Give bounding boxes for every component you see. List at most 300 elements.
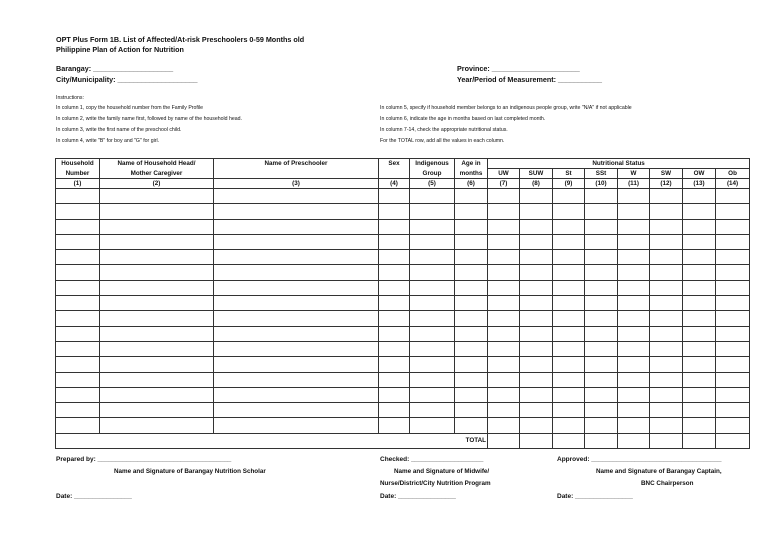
table-cell[interactable] — [520, 280, 553, 295]
table-cell[interactable] — [716, 265, 750, 280]
table-cell[interactable] — [650, 418, 683, 433]
table-cell[interactable] — [410, 372, 455, 387]
table-cell[interactable] — [716, 341, 750, 356]
table-cell[interactable] — [100, 403, 214, 418]
nutritional-status-header: Nutritional Status — [488, 159, 750, 169]
table-cell[interactable] — [379, 250, 410, 265]
table-cell[interactable] — [100, 265, 214, 280]
table-row — [56, 357, 750, 372]
table-cell[interactable] — [650, 204, 683, 219]
preschoolers-table — [55, 158, 750, 449]
table-cell[interactable] — [488, 189, 520, 204]
column-number: (4) — [379, 179, 410, 189]
table-cell[interactable] — [520, 311, 553, 326]
table-cell[interactable] — [683, 234, 716, 249]
table-cell[interactable] — [488, 311, 520, 326]
table-cell[interactable] — [410, 250, 455, 265]
table-cell[interactable] — [488, 296, 520, 311]
table-row — [56, 234, 750, 249]
instruction-line: For the TOTAL row, add all the values in each column. — [380, 138, 505, 144]
table-cell[interactable] — [650, 357, 683, 372]
column-number: (9) — [553, 179, 585, 189]
table-cell[interactable] — [455, 311, 488, 326]
table-cell[interactable] — [488, 326, 520, 341]
table-row — [56, 418, 750, 433]
table-cell[interactable] — [650, 189, 683, 204]
table-cell[interactable] — [379, 341, 410, 356]
status-code-header: SUW — [520, 169, 553, 179]
status-code-header: OW — [683, 169, 716, 179]
table-cell[interactable] — [585, 296, 618, 311]
col-preschooler-header: Name of Preschooler — [214, 159, 379, 179]
table-cell[interactable] — [553, 372, 585, 387]
checked-by-line[interactable]: Checked: ____________________ — [380, 456, 484, 463]
table-cell[interactable] — [56, 403, 100, 418]
table-cell[interactable] — [585, 219, 618, 234]
table-cell[interactable] — [520, 418, 553, 433]
table-cell[interactable] — [683, 341, 716, 356]
table-cell[interactable] — [379, 189, 410, 204]
table-cell[interactable] — [100, 341, 214, 356]
table-cell[interactable] — [618, 372, 650, 387]
table-cell[interactable] — [553, 265, 585, 280]
approved-by-line[interactable]: Approved: ____________________________________ — [557, 456, 722, 463]
column-number: (1) — [56, 179, 100, 189]
column-number: (13) — [683, 179, 716, 189]
table-cell[interactable] — [585, 326, 618, 341]
instruction-line: In column 7-14, check the appropriate nutritional status. — [380, 127, 508, 133]
column-number: (5) — [410, 179, 455, 189]
column-number: (12) — [650, 179, 683, 189]
table-cell[interactable] — [650, 280, 683, 295]
table-cell[interactable] — [520, 326, 553, 341]
table-cell[interactable] — [520, 387, 553, 402]
table-cell[interactable] — [410, 387, 455, 402]
table-cell[interactable] — [585, 341, 618, 356]
table-cell[interactable] — [488, 357, 520, 372]
total-cell[interactable] — [716, 433, 750, 448]
table-cell[interactable] — [520, 219, 553, 234]
table-cell[interactable] — [618, 341, 650, 356]
table-cell[interactable] — [455, 418, 488, 433]
table-cell[interactable] — [585, 372, 618, 387]
table-cell[interactable] — [379, 280, 410, 295]
instruction-line: In column 4, write "B" for boy and "G" for girl. — [56, 138, 160, 144]
table-cell[interactable] — [379, 265, 410, 280]
table-cell[interactable] — [455, 265, 488, 280]
table-cell[interactable] — [716, 326, 750, 341]
total-label: TOTAL — [455, 433, 488, 448]
table-cell[interactable] — [56, 250, 100, 265]
table-cell[interactable] — [100, 280, 214, 295]
table-row — [56, 341, 750, 356]
table-cell[interactable] — [214, 372, 379, 387]
table-cell[interactable] — [56, 326, 100, 341]
table-cell[interactable] — [683, 265, 716, 280]
total-row-spacer — [410, 433, 455, 448]
table-cell[interactable] — [520, 265, 553, 280]
table-cell[interactable] — [585, 387, 618, 402]
table-cell[interactable] — [214, 311, 379, 326]
table-cell[interactable] — [410, 326, 455, 341]
table-cell[interactable] — [683, 372, 716, 387]
table-cell[interactable] — [553, 204, 585, 219]
total-row-spacer — [214, 433, 379, 448]
table-cell[interactable] — [379, 357, 410, 372]
table-cell[interactable] — [553, 219, 585, 234]
table-cell[interactable] — [716, 250, 750, 265]
table-cell[interactable] — [488, 418, 520, 433]
table-cell[interactable] — [56, 189, 100, 204]
table-cell[interactable] — [618, 265, 650, 280]
status-code-header: UW — [488, 169, 520, 179]
table-row — [56, 403, 750, 418]
table-cell[interactable] — [214, 387, 379, 402]
table-cell[interactable] — [683, 250, 716, 265]
table-cell[interactable] — [410, 234, 455, 249]
period-field[interactable]: Year/Period of Measurement: ___________ — [457, 75, 603, 84]
prepared-date-line[interactable]: Date: ________________ — [56, 493, 132, 500]
table-cell[interactable] — [488, 234, 520, 249]
table-cell[interactable] — [410, 357, 455, 372]
status-code-header: SSt — [585, 169, 618, 179]
table-cell[interactable] — [650, 387, 683, 402]
table-cell[interactable] — [650, 265, 683, 280]
table-cell[interactable] — [214, 234, 379, 249]
table-cell[interactable] — [100, 296, 214, 311]
status-code-header: W — [618, 169, 650, 179]
table-cell[interactable] — [214, 189, 379, 204]
column-number: (10) — [585, 179, 618, 189]
city-field[interactable]: City/Municipality: ____________________ — [56, 75, 198, 84]
table-cell[interactable] — [455, 250, 488, 265]
table-cell[interactable] — [100, 372, 214, 387]
column-number: (7) — [488, 179, 520, 189]
table-cell[interactable] — [100, 357, 214, 372]
barangay-field[interactable]: Barangay: ____________________ — [56, 64, 174, 73]
approved-date-line[interactable]: Date: ________________ — [557, 493, 633, 500]
col-head-header: Name of Household Head/ — [100, 159, 214, 169]
table-cell[interactable] — [683, 403, 716, 418]
table-row — [56, 219, 750, 234]
table-cell[interactable] — [488, 204, 520, 219]
table-row — [56, 296, 750, 311]
table-cell[interactable] — [618, 250, 650, 265]
table-cell[interactable] — [618, 204, 650, 219]
table-cell[interactable] — [410, 311, 455, 326]
table-cell[interactable] — [455, 326, 488, 341]
table-cell[interactable] — [618, 234, 650, 249]
form-title: OPT Plus Form 1B. List of Affected/At-risk Preschoolers 0-59 Months old — [56, 35, 305, 44]
table-cell[interactable] — [683, 357, 716, 372]
table-cell[interactable] — [553, 418, 585, 433]
table-cell[interactable] — [410, 280, 455, 295]
table-cell[interactable] — [585, 250, 618, 265]
table-cell[interactable] — [56, 387, 100, 402]
table-cell[interactable] — [410, 403, 455, 418]
table-cell[interactable] — [553, 234, 585, 249]
table-cell[interactable] — [650, 341, 683, 356]
prepared-by-role: Name and Signature of Barangay Nutrition Scholar — [114, 468, 266, 475]
table-cell[interactable] — [716, 387, 750, 402]
table-cell[interactable] — [56, 204, 100, 219]
table-cell[interactable] — [553, 296, 585, 311]
table-cell[interactable] — [56, 296, 100, 311]
table-cell[interactable] — [214, 357, 379, 372]
total-cell[interactable] — [618, 433, 650, 448]
table-cell[interactable] — [379, 387, 410, 402]
total-row-spacer — [100, 433, 214, 448]
table-cell[interactable] — [410, 189, 455, 204]
table-cell[interactable] — [100, 189, 214, 204]
table-cell[interactable] — [553, 311, 585, 326]
table-cell[interactable] — [455, 219, 488, 234]
column-number: (6) — [455, 179, 488, 189]
table-cell[interactable] — [683, 418, 716, 433]
table-cell[interactable] — [56, 265, 100, 280]
table-cell[interactable] — [100, 387, 214, 402]
table-row — [56, 265, 750, 280]
table-cell[interactable] — [520, 250, 553, 265]
table-cell[interactable] — [683, 387, 716, 402]
table-cell[interactable] — [553, 326, 585, 341]
table-cell[interactable] — [455, 189, 488, 204]
table-cell[interactable] — [585, 357, 618, 372]
total-cell[interactable] — [520, 433, 553, 448]
checked-by-role: Name and Signature of Midwife/ — [394, 468, 490, 475]
table-cell[interactable] — [650, 326, 683, 341]
table-cell[interactable] — [650, 311, 683, 326]
table-cell[interactable] — [455, 403, 488, 418]
table-row — [56, 204, 750, 219]
table-cell[interactable] — [716, 189, 750, 204]
table-cell[interactable] — [618, 357, 650, 372]
table-cell[interactable] — [455, 234, 488, 249]
table-cell[interactable] — [716, 219, 750, 234]
status-code-header: St — [553, 169, 585, 179]
table-cell[interactable] — [618, 311, 650, 326]
table-cell[interactable] — [100, 250, 214, 265]
prepared-by-line[interactable]: Prepared by: _____________________________________ — [56, 456, 232, 463]
table-cell[interactable] — [214, 280, 379, 295]
table-cell[interactable] — [520, 372, 553, 387]
table-cell[interactable] — [650, 250, 683, 265]
col-age-header-2: months — [455, 169, 488, 179]
table-cell[interactable] — [683, 311, 716, 326]
table-cell[interactable] — [585, 265, 618, 280]
table-cell[interactable] — [618, 387, 650, 402]
table-cell[interactable] — [455, 204, 488, 219]
table-cell[interactable] — [56, 341, 100, 356]
table-cell[interactable] — [585, 311, 618, 326]
table-cell[interactable] — [618, 189, 650, 204]
table-cell[interactable] — [683, 326, 716, 341]
total-cell[interactable] — [585, 433, 618, 448]
table-cell[interactable] — [553, 387, 585, 402]
total-row-spacer — [56, 433, 100, 448]
table-cell[interactable] — [379, 204, 410, 219]
table-cell[interactable] — [379, 372, 410, 387]
table-cell[interactable] — [553, 341, 585, 356]
col-head-header-2: Mother Caregiver — [100, 169, 214, 179]
table-cell[interactable] — [410, 265, 455, 280]
table-cell[interactable] — [488, 250, 520, 265]
table-cell[interactable] — [553, 403, 585, 418]
table-cell[interactable] — [553, 280, 585, 295]
table-cell[interactable] — [56, 357, 100, 372]
table-cell[interactable] — [100, 204, 214, 219]
checked-by-role-2: Nurse/District/City Nutrition Program — [380, 480, 491, 487]
table-cell[interactable] — [100, 219, 214, 234]
table-cell[interactable] — [455, 280, 488, 295]
total-cell[interactable] — [488, 433, 520, 448]
table-cell[interactable] — [488, 341, 520, 356]
table-cell[interactable] — [716, 234, 750, 249]
col-household-header: Household — [56, 159, 100, 169]
table-cell[interactable] — [410, 219, 455, 234]
table-row — [56, 250, 750, 265]
table-cell[interactable] — [410, 418, 455, 433]
table-cell[interactable] — [618, 418, 650, 433]
total-cell[interactable] — [683, 433, 716, 448]
table-cell[interactable] — [214, 296, 379, 311]
table-cell[interactable] — [488, 219, 520, 234]
table-cell[interactable] — [455, 357, 488, 372]
table-cell[interactable] — [455, 372, 488, 387]
table-cell[interactable] — [56, 280, 100, 295]
table-cell[interactable] — [100, 234, 214, 249]
table-cell[interactable] — [379, 403, 410, 418]
table-cell[interactable] — [585, 280, 618, 295]
table-cell[interactable] — [716, 372, 750, 387]
table-cell[interactable] — [650, 219, 683, 234]
table-cell[interactable] — [410, 296, 455, 311]
table-cell[interactable] — [650, 372, 683, 387]
table-cell[interactable] — [716, 204, 750, 219]
table-cell[interactable] — [520, 234, 553, 249]
table-cell[interactable] — [379, 234, 410, 249]
table-cell[interactable] — [100, 311, 214, 326]
table-cell[interactable] — [716, 357, 750, 372]
table-cell[interactable] — [618, 326, 650, 341]
table-cell[interactable] — [585, 204, 618, 219]
column-number: (2) — [100, 179, 214, 189]
table-cell[interactable] — [100, 418, 214, 433]
table-cell[interactable] — [716, 296, 750, 311]
table-cell[interactable] — [520, 341, 553, 356]
table-row — [56, 387, 750, 402]
table-cell[interactable] — [410, 341, 455, 356]
table-cell[interactable] — [214, 219, 379, 234]
table-cell[interactable] — [214, 250, 379, 265]
table-cell[interactable] — [683, 280, 716, 295]
table-cell[interactable] — [410, 204, 455, 219]
table-cell[interactable] — [520, 403, 553, 418]
table-row — [56, 311, 750, 326]
table-cell[interactable] — [379, 219, 410, 234]
table-cell[interactable] — [214, 326, 379, 341]
table-cell[interactable] — [618, 403, 650, 418]
table-cell[interactable] — [214, 265, 379, 280]
col-household-header-2: Number — [56, 169, 100, 179]
table-cell[interactable] — [455, 341, 488, 356]
table-cell[interactable] — [520, 189, 553, 204]
col-sex-header: Sex — [379, 159, 410, 179]
table-cell[interactable] — [618, 296, 650, 311]
table-cell[interactable] — [56, 219, 100, 234]
table-cell[interactable] — [56, 418, 100, 433]
instruction-line: In column 2, write the family name first, followed by name of the household head. — [56, 116, 242, 122]
table-cell[interactable] — [488, 403, 520, 418]
table-cell[interactable] — [618, 219, 650, 234]
province-field[interactable]: Province: ______________________ — [457, 64, 580, 73]
table-cell[interactable] — [488, 280, 520, 295]
table-cell[interactable] — [379, 326, 410, 341]
table-cell[interactable] — [56, 372, 100, 387]
table-cell[interactable] — [618, 280, 650, 295]
table-cell[interactable] — [488, 372, 520, 387]
table-cell[interactable] — [455, 296, 488, 311]
table-cell[interactable] — [585, 234, 618, 249]
column-number: (3) — [214, 179, 379, 189]
table-cell[interactable] — [214, 204, 379, 219]
table-cell[interactable] — [716, 403, 750, 418]
total-row-spacer — [379, 433, 410, 448]
table-cell[interactable] — [488, 387, 520, 402]
table-cell[interactable] — [520, 357, 553, 372]
table-cell[interactable] — [683, 189, 716, 204]
table-cell[interactable] — [716, 311, 750, 326]
table-cell[interactable] — [520, 204, 553, 219]
column-number: (14) — [716, 179, 750, 189]
table-cell[interactable] — [214, 403, 379, 418]
col-age-header: Age in — [455, 159, 488, 169]
checked-date-line[interactable]: Date: ________________ — [380, 493, 456, 500]
table-row — [56, 326, 750, 341]
table-cell[interactable] — [650, 296, 683, 311]
column-number: (8) — [520, 179, 553, 189]
table-cell[interactable] — [716, 280, 750, 295]
table-cell[interactable] — [455, 387, 488, 402]
table-cell[interactable] — [650, 403, 683, 418]
table-cell[interactable] — [379, 311, 410, 326]
table-cell[interactable] — [585, 403, 618, 418]
table-cell[interactable] — [683, 219, 716, 234]
table-cell[interactable] — [214, 341, 379, 356]
total-cell[interactable] — [650, 433, 683, 448]
instruction-line: In column 1, copy the household number from the Family Profile — [56, 105, 204, 111]
table-cell[interactable] — [56, 234, 100, 249]
table-cell[interactable] — [553, 357, 585, 372]
table-cell[interactable] — [488, 265, 520, 280]
table-cell[interactable] — [214, 418, 379, 433]
table-cell[interactable] — [683, 204, 716, 219]
table-cell[interactable] — [650, 234, 683, 249]
table-cell[interactable] — [520, 296, 553, 311]
total-cell[interactable] — [553, 433, 585, 448]
table-cell[interactable] — [56, 311, 100, 326]
table-cell[interactable] — [585, 418, 618, 433]
table-cell[interactable] — [585, 189, 618, 204]
table-cell[interactable] — [716, 418, 750, 433]
table-cell[interactable] — [553, 250, 585, 265]
table-cell[interactable] — [553, 189, 585, 204]
table-cell[interactable] — [100, 326, 214, 341]
table-cell[interactable] — [683, 296, 716, 311]
table-cell[interactable] — [379, 418, 410, 433]
table-cell[interactable] — [379, 296, 410, 311]
approved-by-role: Name and Signature of Barangay Captain, — [596, 468, 722, 475]
